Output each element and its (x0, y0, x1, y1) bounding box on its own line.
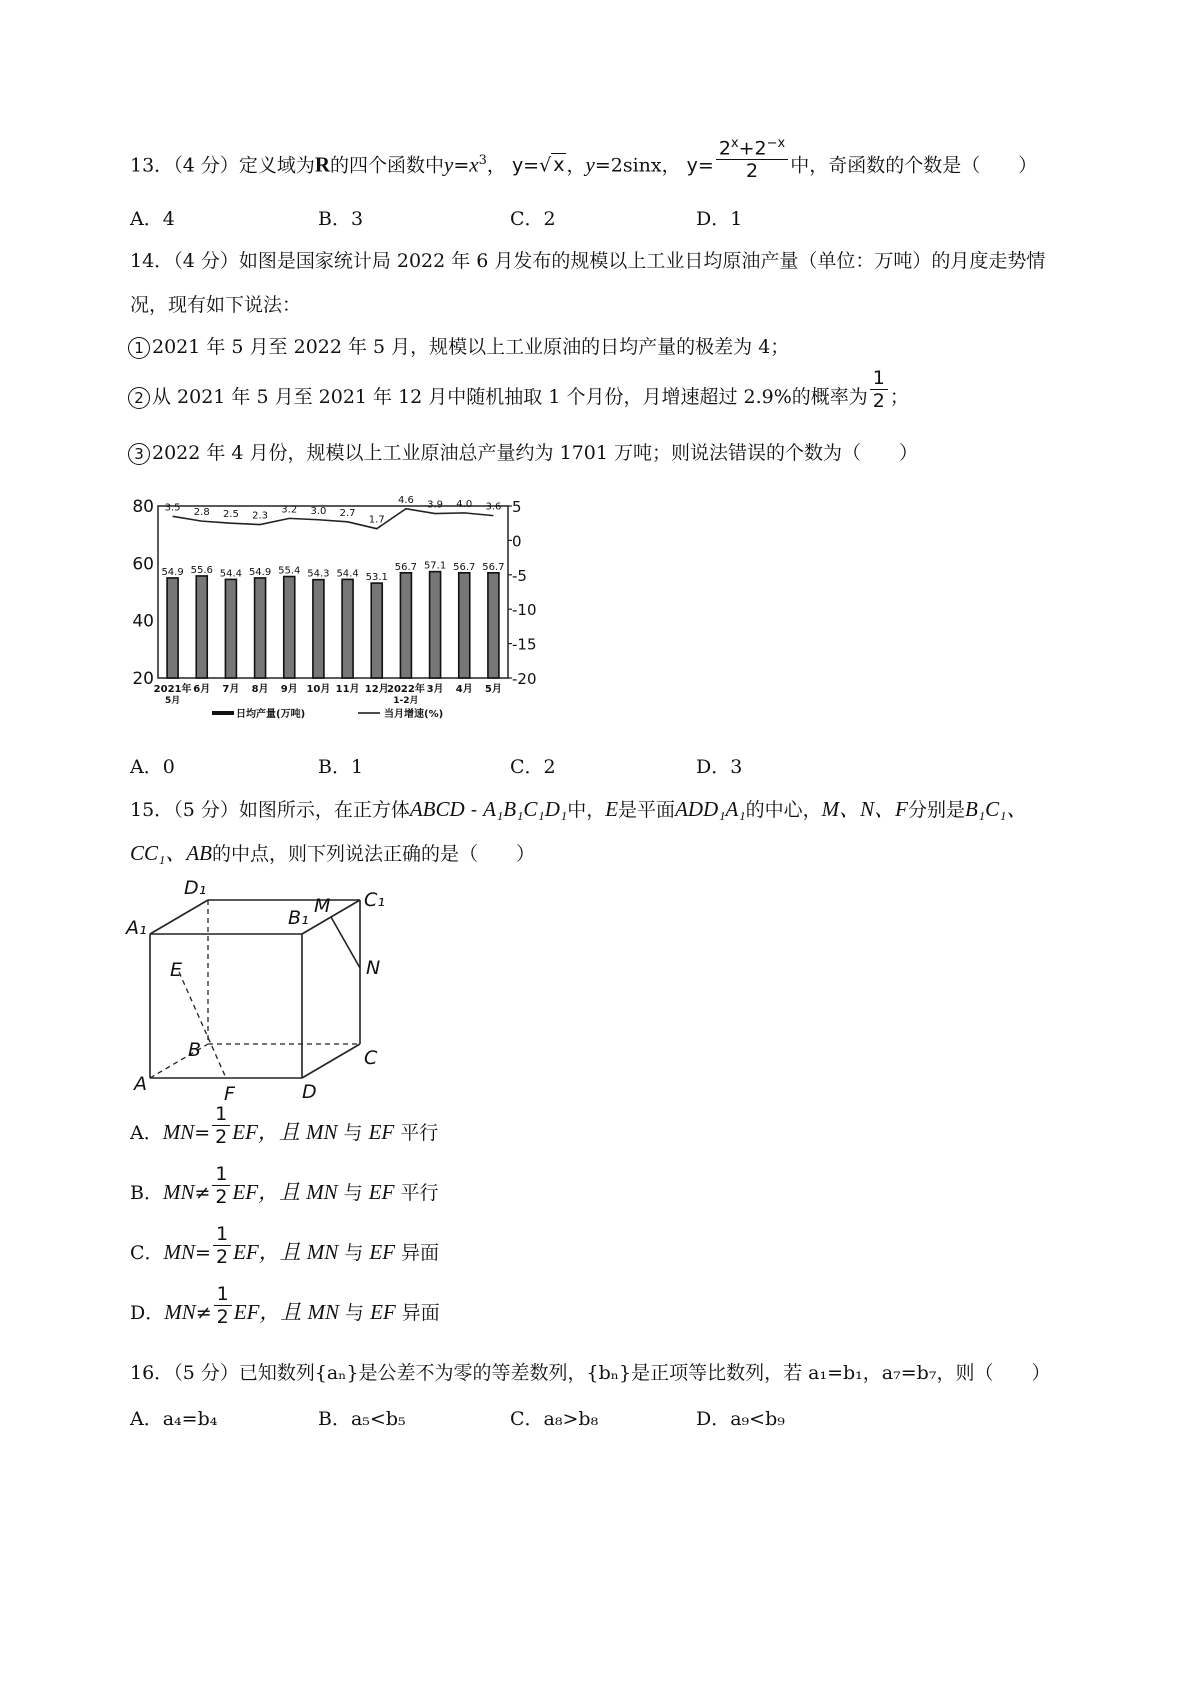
q15-option-c[interactable] (130, 1222, 440, 1268)
q15-a-letter: A． (130, 1122, 163, 1144)
q16-stem (130, 1360, 1050, 1386)
q13-f4-num-exp-a: x (730, 135, 739, 151)
bar-daily-output (225, 579, 236, 678)
q14-score: （4 分） (173, 250, 239, 272)
q15-b-den: 2 (215, 1185, 228, 1208)
q15-b-op: ≠ (194, 1182, 211, 1204)
q15-a-ef: EF (368, 1120, 395, 1144)
cube-figure (120, 872, 400, 1104)
q15-a-tail: 平行 (400, 1122, 439, 1144)
y-left-tick-label: 80 (132, 497, 154, 517)
q15-dash: - (464, 799, 484, 821)
label-E: E (170, 959, 183, 981)
q15-plane: ADD₁A₁ (675, 797, 746, 821)
q14-statement-2 (128, 366, 909, 412)
q15-b-num: 1 (212, 1163, 230, 1186)
q16-stem-text: 已知数列{aₙ}是公差不为零的等差数列，{bₙ}是正项等比数列，若 a₁=b₁，a₇=b₇，则（ ） (238, 1362, 1051, 1384)
q16-number: 16． (130, 1362, 174, 1384)
q15-cube: ABCD (409, 797, 465, 821)
line-value-label: 3.9 (427, 499, 444, 511)
y-right-tick-label: -10 (512, 601, 537, 620)
q16-option-c[interactable]: C．a₈>b₈ (510, 1408, 599, 1430)
plot-frame (158, 506, 508, 678)
q16-option-a[interactable]: A．a₄=b₄ (130, 1408, 218, 1430)
q15-c-frac (213, 1223, 231, 1268)
q14-stem1: 如图是国家统计局 2022 年 6 月发布的规模以上工业日均原油产量（单位：万吨）的月度走势情 (238, 250, 1046, 272)
q15-a-num: 1 (212, 1103, 230, 1126)
q15-d-ef: EF (370, 1300, 396, 1324)
bar-value-label: 53.1 (365, 572, 388, 584)
label-D: D (302, 1081, 317, 1103)
bar-value-label: 55.4 (278, 565, 301, 577)
q15-b-mn: MN (306, 1180, 338, 1204)
q14-s3-text: 2022 年 4 月份，规模以上工业原油总产量约为 1701 万吨；则说法错误的个数为（ ） (152, 442, 918, 464)
q15-b-rhs: EF，且 (232, 1180, 301, 1204)
bar-value-label: 54.4 (336, 568, 359, 580)
q14-number: 14． (130, 250, 174, 272)
q15-d-op: ≠ (195, 1302, 212, 1324)
bar-daily-output (196, 576, 207, 678)
label-C1: C₁ (364, 889, 385, 911)
q14-statement-1 (128, 334, 789, 360)
q15-a-frac (212, 1103, 230, 1148)
bar-value-label: 57.1 (423, 560, 447, 572)
q16-option-b[interactable]: B．a₅<b₅ (318, 1408, 406, 1430)
q14-stem-line1 (130, 248, 1045, 274)
q15-stem1-a: 如图所示，在正方体 (238, 799, 410, 821)
q15-a-mn: MN (305, 1120, 338, 1144)
q15-stem1-d: 的中心， (745, 799, 822, 821)
line-value-label: 1.7 (368, 514, 385, 526)
q14-option-a[interactable]: A．0 (130, 756, 175, 778)
q15-d-frac (214, 1283, 232, 1328)
q15-stem2: 的中点，则下列说法正确的是（ ） (211, 843, 535, 865)
q15-c-tail: 异面 (401, 1242, 440, 1264)
x-tick-label: 3月 (426, 684, 444, 695)
q15-stem1-b: 中， (567, 799, 606, 821)
line-value-label: 2.5 (222, 509, 239, 521)
q15-MNF: M、N、F (821, 797, 908, 821)
line-value-label: 3.0 (310, 505, 327, 517)
q15-c-letter: C． (130, 1242, 164, 1264)
q15-E: E (605, 797, 619, 821)
growth-rate-line (173, 509, 494, 529)
bar-daily-output (400, 573, 411, 678)
q13-f4-num-a: 2 (718, 136, 731, 159)
q15-b-frac (212, 1163, 230, 1208)
bar-daily-output (313, 580, 324, 678)
q13-option-b[interactable]: B．3 (318, 208, 364, 230)
y-left-tick-label: 60 (132, 554, 154, 575)
q14-stem-line2: 况，现有如下说法： (130, 294, 302, 316)
q13-f1-exp: 3 (478, 153, 487, 168)
x-tick-label: 4月 (455, 684, 473, 695)
q13-number: 13． (130, 154, 174, 177)
q15-a-lhs: MN (162, 1120, 195, 1144)
legend-bar-label: 日均产量(万吨) (236, 709, 306, 720)
q15-a-op: = (194, 1122, 211, 1144)
q15-c-ef: EF (369, 1240, 396, 1264)
x-tick-label-line2: 1-2月 (393, 696, 419, 706)
x-tick-label: 10月 (306, 684, 331, 695)
q13-f2-lhs: y= (511, 154, 540, 177)
q13-f1-lhs: y (444, 152, 454, 177)
q14-statement-3 (128, 440, 918, 466)
q15-b-letter: B． (130, 1182, 163, 1204)
label-A1: A₁ (126, 917, 147, 939)
label-B1: B₁ (288, 907, 309, 929)
q15-b-ef: EF (368, 1180, 395, 1204)
label-D1: D₁ (184, 877, 207, 899)
q15-CC1-AB: CC₁、AB (130, 841, 212, 865)
label-F: F (224, 1083, 235, 1104)
x-tick-label: 12月 (364, 684, 389, 695)
q15-d-rhs: EF，且 (233, 1300, 302, 1324)
q13-text-a: 定义域为 (238, 154, 315, 177)
q15-d-mn: MN (307, 1300, 339, 1324)
label-A: A (134, 1073, 147, 1095)
label-N: N (366, 957, 381, 979)
bar-value-label: 56.7 (394, 561, 418, 573)
q15-d-num: 1 (214, 1283, 232, 1306)
q15-option-d[interactable] (130, 1282, 440, 1328)
bar-daily-output (284, 577, 295, 678)
y-right-tick-label: 5 (512, 498, 522, 516)
x-tick-label: 11月 (335, 684, 360, 695)
q15-stem-line2 (130, 840, 535, 867)
x-tick-label: 2022年 (386, 684, 425, 695)
q15-B1C1: B₁C₁、 (965, 797, 1028, 821)
q14-option-d[interactable]: D．3 (696, 756, 743, 778)
bar-daily-output (459, 573, 470, 678)
line-value-label: 2.8 (193, 507, 210, 519)
q15-a-den: 2 (215, 1125, 228, 1148)
bar-daily-output (488, 573, 499, 678)
bar-value-label: 54.9 (161, 566, 184, 578)
q15-score: （5 分） (173, 799, 239, 821)
x-tick-label: 2021年 (153, 684, 192, 695)
q15-cube2: A₁B₁C₁D₁ (483, 797, 568, 821)
bar-value-label: 54.3 (307, 568, 330, 580)
q13-f2-arg: x (553, 154, 565, 177)
circle-two-icon: 2 (128, 387, 150, 409)
bar-daily-output (430, 572, 441, 678)
q13-R: R (314, 152, 331, 177)
y-left-tick-label: 20 (132, 669, 154, 689)
q15-stem1-c: 是平面 (618, 799, 676, 821)
q14-option-b[interactable]: B．1 (318, 756, 364, 778)
q16-score: （5 分） (173, 1362, 239, 1384)
q15-d-lhs: MN (164, 1300, 196, 1324)
line-value-label: 4.6 (397, 494, 414, 506)
q15-number: 15． (130, 799, 174, 821)
q15-stem-line1 (130, 796, 1027, 823)
line-value-label: 4.0 (456, 498, 473, 510)
legend-bar-swatch (212, 711, 234, 715)
q15-c-with: 与 (344, 1242, 364, 1264)
label-M: M (314, 895, 331, 917)
line-value-label: 3.6 (485, 501, 502, 513)
x-tick-label-line2: 5月 (164, 696, 181, 706)
q15-c-den: 2 (215, 1245, 229, 1268)
x-tick-label: 8月 (251, 684, 269, 695)
q14-s2-fraction (870, 367, 888, 412)
q13-text-b: 的四个函数中 (330, 154, 445, 177)
bar-value-label: 56.7 (453, 561, 476, 573)
q15-b-tail: 平行 (400, 1182, 439, 1204)
bar-value-label: 56.7 (482, 561, 505, 573)
q14-s2-text: 从 2021 年 5 月至 2021 年 12 月中随机抽取 1 个月份，月增速超过 2.9%的概率为 (152, 386, 868, 408)
q14-s2-num: 1 (870, 367, 888, 390)
q15-d-den: 2 (216, 1305, 229, 1328)
q15-c-op: = (195, 1242, 211, 1264)
q13-option-a[interactable]: A．4 (130, 208, 175, 230)
bar-daily-output (255, 578, 266, 678)
q15-d-letter: D． (130, 1302, 165, 1324)
line-value-label: 3.2 (281, 504, 298, 516)
q15-d-with: 与 (345, 1302, 365, 1324)
q14-s2-den: 2 (872, 389, 885, 412)
x-tick-label: 7月 (222, 684, 240, 695)
crude-oil-chart (120, 488, 550, 728)
q15-c-rhs: EF，且 (233, 1240, 301, 1264)
q15-c-mn: MN (306, 1240, 339, 1264)
q13-f4-fraction (716, 133, 788, 182)
q13-stem: 13．（4 分）定义域为R的四个函数中$y=x^3$， y=√ x ，y=2sinx， y= $\frac{2^x+2^{-x}}{2}$ 中，奇函数的个数是（ ） (130, 148, 1037, 182)
circle-three-icon: 3 (128, 443, 150, 465)
legend-line-label: 当月增速(%) (384, 709, 444, 720)
q13-score: （4 分） (173, 154, 239, 177)
bar-daily-output (342, 579, 353, 678)
q13-text-c: 中，奇函数的个数是（ ） (790, 154, 1038, 177)
line-value-label: 2.7 (339, 507, 356, 519)
q16-option-d[interactable]: D．a₉<b₉ (696, 1408, 785, 1430)
y-left-tick-label: 40 (132, 611, 154, 632)
bar-value-label: 54.4 (219, 568, 243, 580)
q13-f3-rhs: 2sinx (610, 154, 662, 177)
q14-s1-text: 2021 年 5 月至 2022 年 5 月，规模以上工业原油的日均产量的极差为 4； (152, 336, 790, 358)
x-tick-label: 9月 (280, 684, 298, 695)
q13-f4-den: 2 (745, 159, 759, 182)
x-tick-label: 6月 (193, 684, 211, 695)
bar-value-label: 55.6 (190, 564, 213, 576)
circle-one-icon: 1 (128, 337, 150, 359)
x-tick-label: 5月 (484, 684, 502, 695)
q14-s2-end: ； (889, 386, 909, 408)
q15-stem1-e: 分别是 (908, 799, 966, 821)
y-right-tick-label: -15 (512, 635, 537, 654)
y-right-tick-label: 0 (512, 532, 522, 551)
bar-daily-output (167, 578, 178, 678)
label-B: B (188, 1039, 202, 1061)
q13-f4-num-b: +2 (738, 136, 767, 159)
q15-b-lhs: MN (162, 1180, 195, 1204)
q15-c-lhs: MN (163, 1240, 196, 1264)
y-right-tick-label: -5 (512, 566, 527, 585)
bar-daily-output (371, 583, 382, 678)
q15-d-tail: 异面 (401, 1302, 440, 1324)
label-C: C (364, 1047, 378, 1069)
line-value-label: 2.3 (252, 510, 269, 522)
q15-b-with: 与 (343, 1182, 363, 1204)
y-right-tick-label: -20 (512, 670, 537, 688)
q15-c-num: 1 (213, 1223, 231, 1246)
bar-value-label: 54.9 (248, 566, 272, 578)
q15-option-b[interactable] (130, 1162, 439, 1208)
q15-option-a[interactable] (130, 1102, 439, 1148)
line-value-label: 3.5 (164, 502, 181, 514)
q13-f4-lhs: y= (686, 154, 714, 177)
q13-f1-rhs: x (469, 152, 479, 177)
q14-option-c[interactable]: C．2 (510, 756, 556, 778)
q13-f3-lhs: y (585, 152, 595, 177)
q13-f4-num-exp-b: −x (766, 135, 786, 151)
q13-option-c[interactable]: C．2 (510, 208, 556, 230)
q15-a-with: 与 (343, 1122, 363, 1144)
q15-a-rhs: EF，且 (232, 1120, 300, 1144)
q13-option-d[interactable]: D．1 (696, 208, 743, 230)
